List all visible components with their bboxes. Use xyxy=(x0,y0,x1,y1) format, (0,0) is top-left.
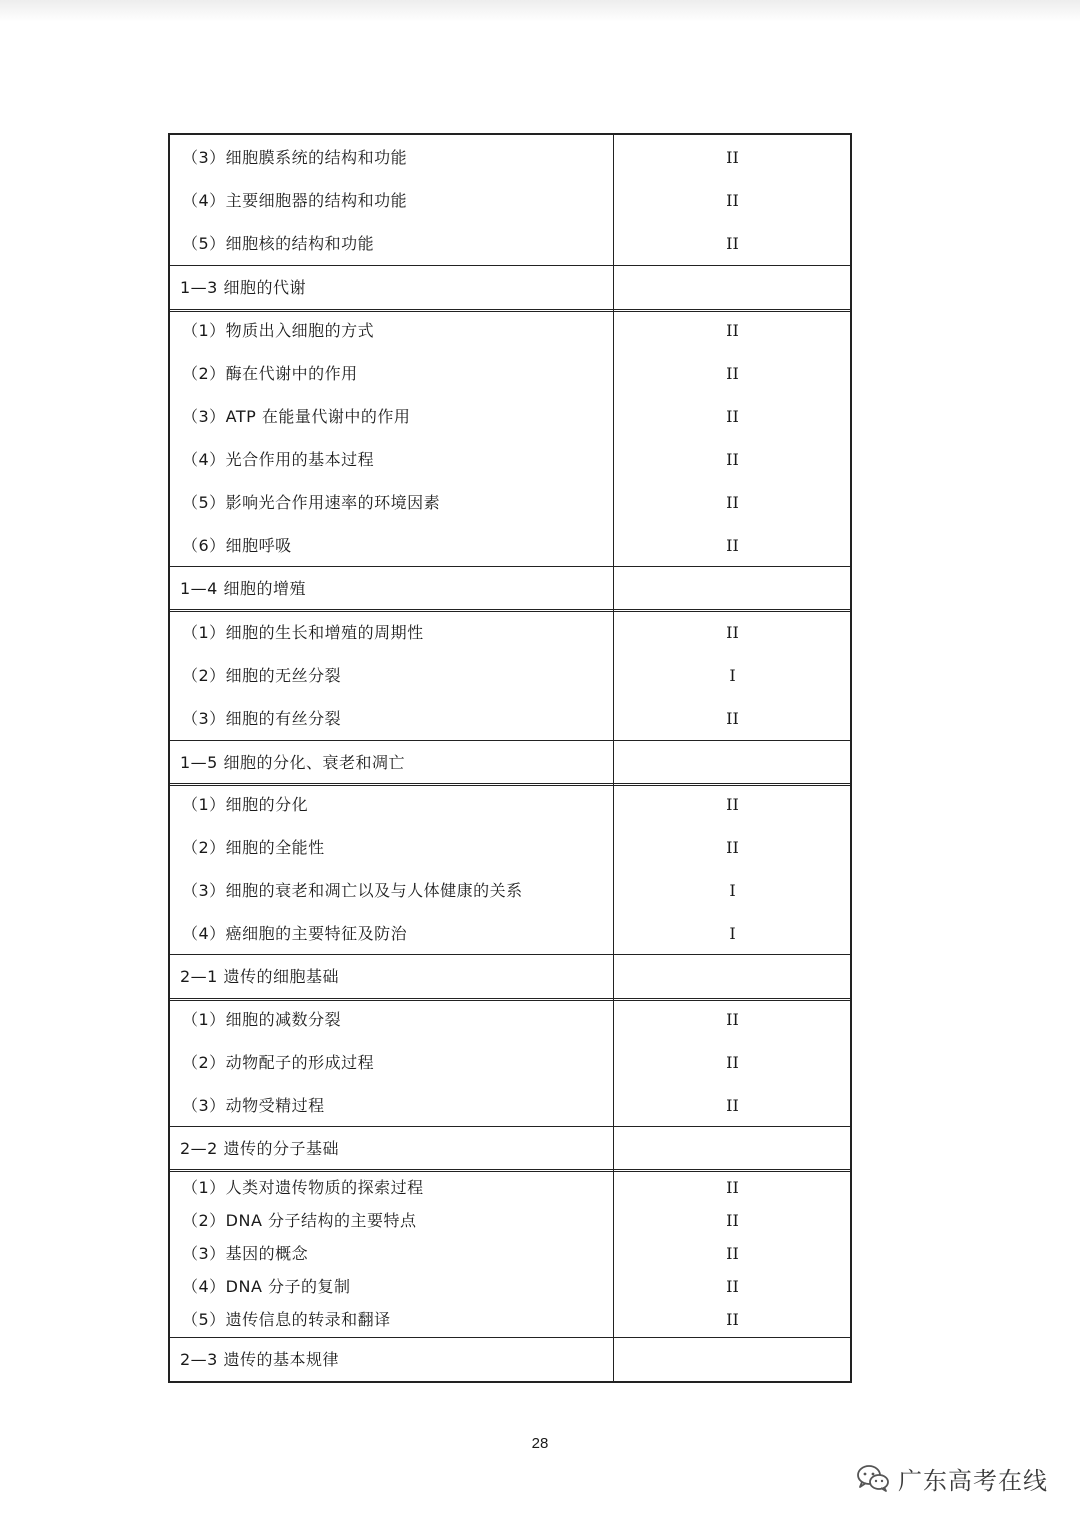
watermark-text: 广东高考在线 xyxy=(898,1466,1048,1495)
row-rule xyxy=(170,783,850,786)
section-heading: 1—4 细胞的增殖 xyxy=(180,578,306,598)
section-heading: 2—3 遗传的基本规律 xyxy=(180,1350,339,1369)
requirement-item: （3）细胞膜系统的结构和功能 xyxy=(182,147,408,167)
requirement-level: II xyxy=(726,622,739,642)
requirement-level: II xyxy=(726,450,739,469)
row-rule xyxy=(170,609,850,612)
syllabus-table xyxy=(168,133,852,1383)
requirement-level: I xyxy=(729,881,736,900)
requirement-item: （3）动物受精过程 xyxy=(182,1096,325,1115)
requirement-level: II xyxy=(726,1244,739,1263)
requirement-level: I xyxy=(729,924,736,943)
requirement-level: II xyxy=(726,233,739,253)
requirement-item: （2）细胞的全能性 xyxy=(182,838,325,857)
requirement-item: （4）癌细胞的主要特征及防治 xyxy=(182,924,408,943)
requirement-level: II xyxy=(726,1310,739,1329)
requirement-item: （1）物质出入细胞的方式 xyxy=(182,321,375,340)
row-rule xyxy=(170,1337,850,1338)
requirement-level: II xyxy=(726,795,739,814)
requirement-level: II xyxy=(726,536,739,555)
requirement-level: II xyxy=(726,1211,739,1230)
requirement-level: II xyxy=(726,190,739,210)
requirement-item: （3）细胞的有丝分裂 xyxy=(182,708,342,728)
requirement-level: I xyxy=(729,665,736,685)
requirement-item: （6）细胞呼吸 xyxy=(182,536,292,555)
requirement-level: II xyxy=(726,407,739,426)
requirement-level: II xyxy=(726,493,739,512)
requirement-item: （4）主要细胞器的结构和功能 xyxy=(182,190,408,210)
requirement-item: （2）细胞的无丝分裂 xyxy=(182,665,342,685)
row-rule xyxy=(170,1126,850,1127)
row-rule xyxy=(170,566,850,567)
requirement-item: （1）细胞的生长和增殖的周期性 xyxy=(182,622,424,642)
row-rule xyxy=(170,998,850,1001)
requirement-item: （3）细胞的衰老和凋亡以及与人体健康的关系 xyxy=(182,881,523,900)
requirement-item: （1）人类对遗传物质的探索过程 xyxy=(182,1178,424,1197)
row-rule xyxy=(170,309,850,312)
requirement-item: （5）遗传信息的转录和翻译 xyxy=(182,1310,391,1329)
section-heading: 2—1 遗传的细胞基础 xyxy=(180,967,339,986)
section-heading: 1—5 细胞的分化、衰老和凋亡 xyxy=(180,752,405,772)
requirement-item: （5）细胞核的结构和功能 xyxy=(182,233,375,253)
requirement-level: II xyxy=(726,364,739,383)
requirement-item: （3）ATP 在能量代谢中的作用 xyxy=(182,407,411,426)
requirement-level: II xyxy=(726,1178,739,1197)
requirement-level: II xyxy=(726,147,739,167)
requirement-item: （1）细胞的减数分裂 xyxy=(182,1010,342,1029)
section-heading: 1—3 细胞的代谢 xyxy=(180,278,306,297)
requirement-level: II xyxy=(726,708,739,728)
requirement-item: （2）酶在代谢中的作用 xyxy=(182,364,358,383)
row-rule xyxy=(170,1169,850,1172)
requirement-item: （4）光合作用的基本过程 xyxy=(182,450,375,469)
row-rule xyxy=(170,265,850,266)
page-number: 28 xyxy=(531,1435,549,1452)
requirement-item: （4）DNA 分子的复制 xyxy=(182,1277,351,1296)
requirement-item: （2）动物配子的形成过程 xyxy=(182,1053,375,1072)
row-rule xyxy=(170,740,850,741)
row-rule xyxy=(170,954,850,955)
scan-edge xyxy=(0,0,1080,22)
requirement-level: II xyxy=(726,321,739,340)
watermark xyxy=(856,1461,1048,1495)
requirement-level: II xyxy=(726,1010,739,1029)
requirement-item: （3）基因的概念 xyxy=(182,1244,309,1263)
requirement-level: II xyxy=(726,1053,739,1072)
section-heading: 2—2 遗传的分子基础 xyxy=(180,1138,339,1158)
requirement-level: II xyxy=(726,1277,739,1296)
requirement-item: （2）DNA 分子结构的主要特点 xyxy=(182,1211,417,1230)
requirement-level: II xyxy=(726,838,739,857)
requirement-item: （1）细胞的分化 xyxy=(182,795,309,814)
wechat-icon xyxy=(856,1463,890,1493)
requirement-level: II xyxy=(726,1096,739,1115)
requirement-item: （5）影响光合作用速率的环境因素 xyxy=(182,493,441,512)
